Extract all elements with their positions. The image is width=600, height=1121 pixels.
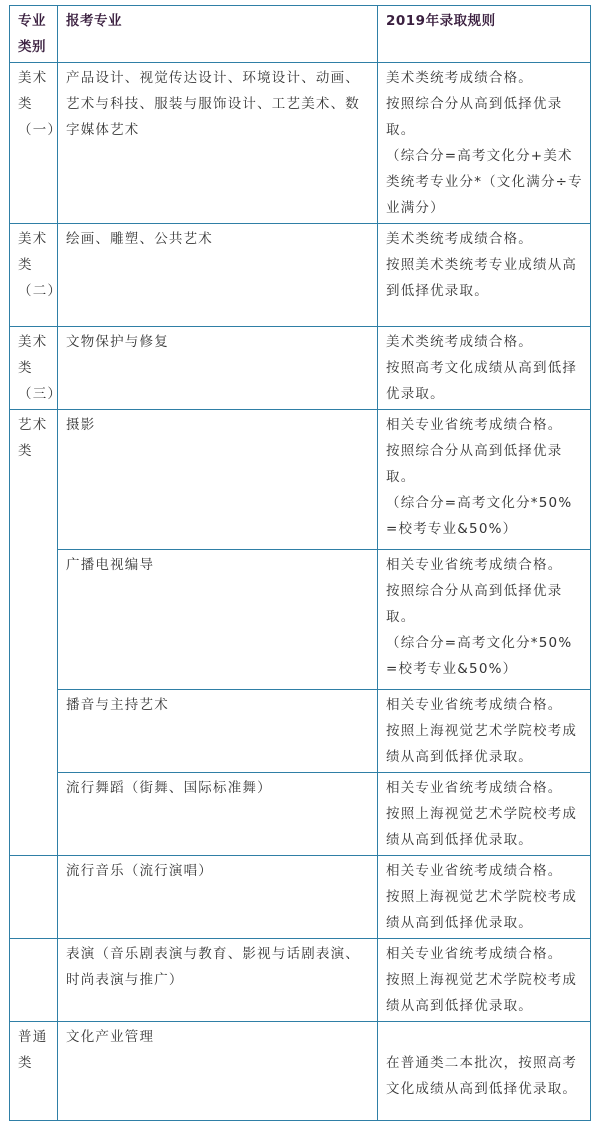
rule-cell	[378, 690, 591, 773]
table-row	[10, 773, 591, 856]
table-row	[10, 63, 591, 224]
rule-cell	[378, 224, 591, 327]
rule-line: 按照上海视觉艺术学院校考成绩从高到低择优录取。	[386, 723, 578, 765]
table-row	[10, 550, 591, 690]
rule-line: 按照上海视觉艺术学院校考成绩从高到低择优录取。	[386, 806, 578, 848]
major-cell: 表演（音乐剧表演与教育、影视与话剧表演、时尚表演与推广）	[58, 939, 378, 1022]
category-cell: 普通类	[10, 1022, 58, 1121]
major-cell: 广播电视编导	[58, 550, 378, 690]
rule-line: 美术类统考成绩合格。	[386, 231, 533, 247]
rule-cell	[378, 410, 591, 550]
major-cell: 播音与主持艺术	[58, 690, 378, 773]
rule-cell	[378, 63, 591, 224]
major-cell: 产品设计、视觉传达设计、环境设计、动画、艺术与科技、服装与服饰设计、工艺美术、数字媒体艺术	[58, 63, 378, 224]
rule-line: 美术类统考成绩合格。	[386, 70, 533, 86]
category-cell: 美术类（二）	[10, 224, 58, 327]
rule-line: 相关专业省统考成绩合格。	[386, 697, 563, 713]
category-cell: 美术类（一）	[10, 63, 58, 224]
rule-line: 相关专业省统考成绩合格。	[386, 946, 563, 962]
rule-line: 相关专业省统考成绩合格。	[386, 780, 563, 796]
rule-cell	[378, 939, 591, 1022]
header-row	[10, 6, 591, 63]
rule-cell	[378, 856, 591, 939]
header-rule: 2019年录取规则	[378, 6, 591, 63]
major-cell: 流行音乐（流行演唱）	[58, 856, 378, 939]
table-row	[10, 856, 591, 939]
rule-line: 按照综合分从高到低择优录取。	[386, 96, 563, 138]
rule-line: 在普通类二本批次，按照高考文化成绩从高到低择优录取。	[386, 1055, 578, 1097]
rule-line: 按照综合分从高到低择优录取。	[386, 443, 563, 485]
rule-cell	[378, 773, 591, 856]
major-cell: 流行舞蹈（街舞、国际标准舞）	[58, 773, 378, 856]
table-row	[10, 224, 591, 327]
rule-line	[386, 1024, 584, 1050]
rule-cell	[378, 550, 591, 690]
header-major: 报考专业	[58, 6, 378, 63]
major-cell: 摄影	[58, 410, 378, 550]
rule-line: （综合分=高考文化分*50%=校考专业&50%）	[386, 635, 573, 677]
rule-line: （综合分=高考文化分+美术类统考专业分*（文化满分÷专业满分）	[386, 148, 583, 216]
rule-cell	[378, 1022, 591, 1121]
major-cell: 绘画、雕塑、公共艺术	[58, 224, 378, 327]
category-cell	[10, 939, 58, 1022]
rule-line: 相关专业省统考成绩合格。	[386, 557, 563, 573]
major-cell: 文化产业管理	[58, 1022, 378, 1121]
major-cell: 文物保护与修复	[58, 327, 378, 410]
rule-cell	[378, 327, 591, 410]
rule-line: 按照美术类统考专业成绩从高到低择优录取。	[386, 257, 578, 299]
category-cell	[10, 856, 58, 939]
admission-rules-table	[9, 5, 591, 1121]
category-cell: 艺术类	[10, 410, 58, 856]
table-row	[10, 327, 591, 410]
rule-line: 美术类统考成绩合格。	[386, 334, 533, 350]
table-row	[10, 410, 591, 550]
rule-line: 相关专业省统考成绩合格。	[386, 863, 563, 879]
table-row	[10, 1022, 591, 1121]
header-category: 专业类别	[10, 6, 58, 63]
rule-line: 相关专业省统考成绩合格。	[386, 417, 563, 433]
table-row	[10, 939, 591, 1022]
rule-line: （综合分=高考文化分*50%=校考专业&50%）	[386, 495, 573, 537]
rule-line: 按照上海视觉艺术学院校考成绩从高到低择优录取。	[386, 889, 578, 931]
rule-line: 按照综合分从高到低择优录取。	[386, 583, 563, 625]
category-cell: 美术类（三）	[10, 327, 58, 410]
table-row	[10, 690, 591, 773]
rule-line: 按照上海视觉艺术学院校考成绩从高到低择优录取。	[386, 972, 578, 1014]
rule-line: 按照高考文化成绩从高到低择优录取。	[386, 360, 578, 402]
